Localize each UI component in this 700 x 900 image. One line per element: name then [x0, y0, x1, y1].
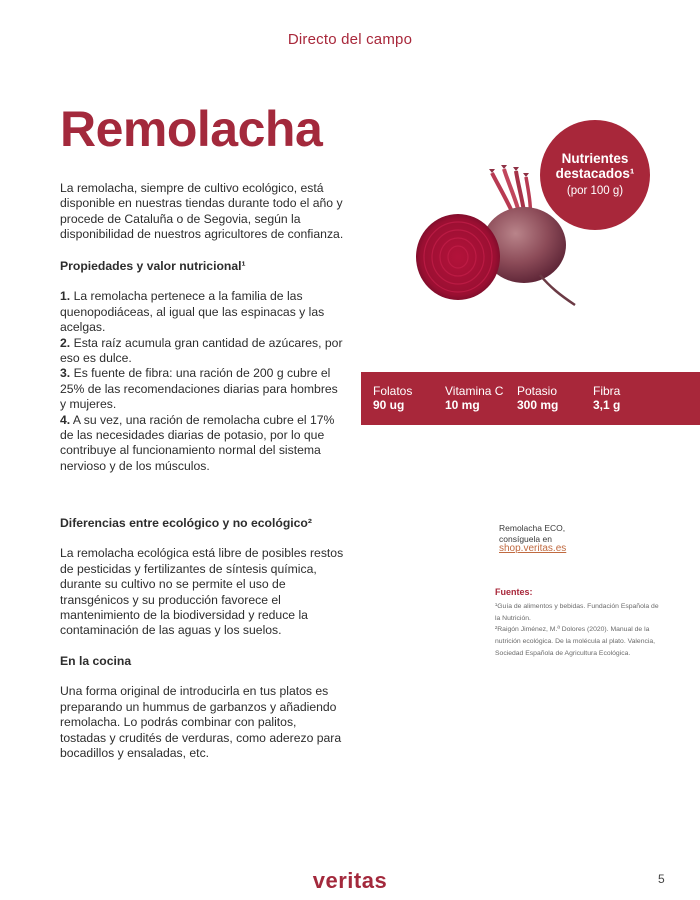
intro-block	[60, 181, 345, 243]
nutrient-vitamina-c	[445, 385, 503, 412]
differences-text: La remolacha ecológica está libre de posibles restos de pesticidas y fertilizantes de síntesis química, durante su cultivo no se permite el uso de transgénicos y su producción favorece el mantenimiento de la biodiversidad y reduce la contaminación de las aguas y los suelos.	[60, 546, 344, 638]
nutrient-value: 300 mg	[517, 397, 559, 412]
badge-subtitle: (por 100 g)	[566, 185, 624, 197]
source-line: la Nutrición.	[495, 614, 531, 622]
caption-line2: consíguela en	[499, 533, 552, 544]
nutrient-bar	[361, 372, 700, 425]
property-number: 3.	[60, 366, 71, 381]
nutrient-fibra	[593, 385, 620, 412]
nutrient-label: Potasio	[517, 384, 558, 398]
property-text: Esta raíz acumula gran cantidad de azúcares, por eso es dulce.	[60, 335, 343, 366]
page-number: 5	[658, 872, 665, 886]
product-caption	[499, 523, 566, 555]
differences-block	[60, 516, 345, 639]
properties-heading: Propiedades y valor nutricional¹	[60, 259, 246, 273]
caption-line1: Remolacha ECO,	[499, 523, 566, 533]
kitchen-text: Una forma original de introducirla en tus platos es preparando un hummus de garbanzos y añadiendo remolacha. Lo podrás combinar con palitos, tostadas y crudités de verduras, como aderezo para bocadillos y ensaladas, etc.	[60, 684, 342, 761]
sources-block	[495, 587, 665, 660]
section-header: Directo del campo	[287, 31, 413, 48]
sources-heading: Fuentes:	[495, 587, 533, 597]
property-text: A su vez, una ración de remolacha cubre el 17% de las necesidades diarias de potasio, por lo que contribuye al funcionamiento normal del sistema nervioso y de los músculos.	[60, 412, 335, 473]
nutrient-value: 90 ug	[373, 397, 405, 412]
properties-block	[60, 259, 345, 474]
intro-text: La remolacha, siempre de cultivo ecológico, está disponible en nuestras tiendas durante todo el año y procede de Cataluña o de Segovia, según la disponibilidad de nuestros agricultores de confianza.	[60, 181, 344, 242]
nutrient-folatos	[373, 385, 412, 412]
page-title: Remolacha	[60, 101, 323, 157]
property-text: Es fuente de fibra: una ración de 200 g cubre el 25% de las recomendaciones diarias para hombres y mujeres.	[60, 366, 338, 412]
property-item	[60, 366, 345, 412]
source-line: ¹Guía de alimentos y bebidas. Fundación Española de	[495, 602, 659, 610]
kitchen-block	[60, 654, 345, 761]
beet-root-tail	[540, 275, 575, 305]
nutrient-value: 3,1 g	[593, 397, 621, 412]
sliced-beet	[416, 214, 500, 300]
nutrients-badge	[540, 120, 650, 230]
source-line: ²Raigón Jiménez, M.ª Dolores (2020). Manual de la	[495, 626, 650, 634]
differences-heading: Diferencias entre ecológico y no ecológico²	[60, 516, 312, 530]
badge-title-line2: destacados¹	[555, 166, 635, 181]
shop-link[interactable]: shop.veritas.es	[499, 543, 567, 554]
badge-title-line1: Nutrientes	[561, 151, 629, 166]
nutrient-potasio	[517, 385, 558, 412]
veritas-logo: veritas	[312, 868, 388, 888]
source-line: nutrición ecológica. De la molécula al plato. Valencia,	[495, 638, 656, 646]
property-number: 4.	[60, 412, 71, 427]
property-text: La remolacha pertenece a la familia de las quenopodiáceas, al igual que las espinacas y las acelgas.	[60, 289, 325, 335]
property-number: 2.	[60, 335, 71, 350]
property-number: 1.	[60, 289, 71, 304]
property-item	[60, 413, 345, 475]
nutrient-label: Fibra	[593, 384, 621, 398]
source-line: Sociedad Española de Agricultura Ecológica.	[495, 649, 631, 657]
property-item	[60, 289, 345, 335]
nutrient-value: 10 mg	[445, 397, 480, 412]
nutrient-label: Vitamina C	[445, 384, 504, 398]
nutrient-label: Folatos	[373, 384, 413, 398]
kitchen-heading: En la cocina	[60, 654, 132, 668]
property-item	[60, 336, 345, 367]
